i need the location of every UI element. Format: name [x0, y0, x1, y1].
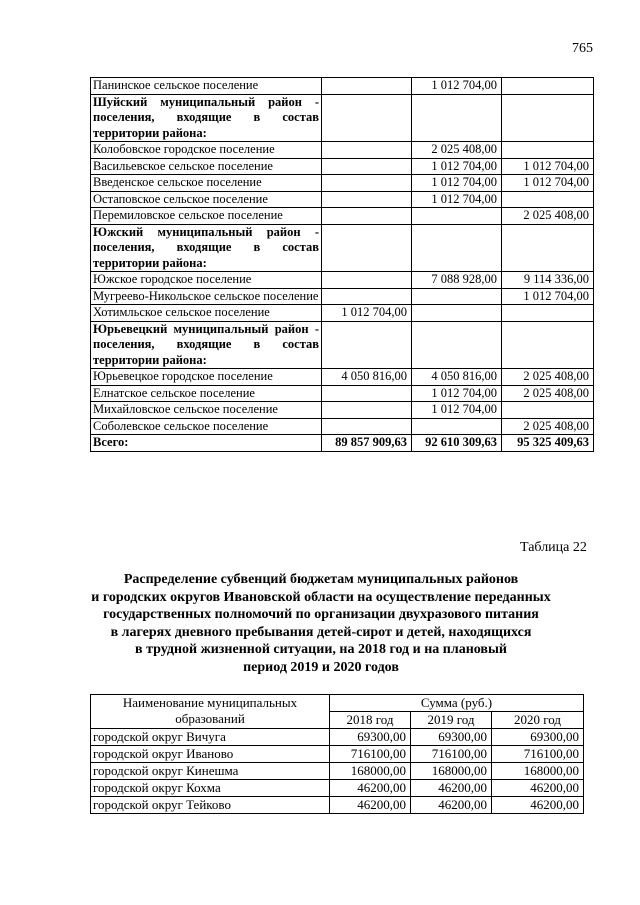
amount-2018	[322, 208, 412, 225]
settlement-name: Перемиловское сельское поселение	[91, 208, 322, 225]
table-row	[91, 272, 594, 289]
amount-2020: 1 012 704,00	[502, 158, 594, 175]
table-row	[91, 746, 584, 763]
amount-2020: 46200,00	[492, 780, 584, 797]
amount-2019	[412, 94, 502, 142]
table-row	[91, 385, 594, 402]
amount-2020	[502, 321, 594, 369]
amount-2020	[502, 191, 594, 208]
amount-2020: 1 012 704,00	[502, 175, 594, 192]
district-group-row	[91, 321, 594, 369]
heading-line: Распределение субвенций бюджетам муниципальных районов	[123, 572, 519, 587]
settlement-name: Панинское сельское поселение	[91, 78, 322, 95]
amount-2020: 2 025 408,00	[502, 418, 594, 435]
column-header-2019: 2019 год	[411, 712, 492, 729]
amount-2019: 4 050 816,00	[412, 369, 502, 386]
table-row	[91, 763, 584, 780]
amount-2019: 46200,00	[411, 780, 492, 797]
amount-2019: 2 025 408,00	[412, 142, 502, 159]
amount-2020: 1 012 704,00	[502, 288, 594, 305]
amount-2018: 69300,00	[330, 729, 411, 746]
municipality-name: городской округ Иваново	[91, 746, 330, 763]
settlement-name: Шуйский муниципальный район - поселения, входящие в состав территории района:	[91, 94, 322, 142]
table-row	[91, 305, 594, 322]
amount-2020	[502, 402, 594, 419]
amount-2020	[502, 224, 594, 272]
amount-2018	[322, 224, 412, 272]
amount-2018	[322, 142, 412, 159]
amount-2018	[322, 175, 412, 192]
settlement-name: Хотимльское сельское поселение	[91, 305, 322, 322]
heading-line: в трудной жизненной ситуации, на 2018 год и на плановый	[135, 642, 507, 657]
amount-2020: 9 114 336,00	[502, 272, 594, 289]
amount-2019: 716100,00	[411, 746, 492, 763]
amount-2019: 7 088 928,00	[412, 272, 502, 289]
total-label: Всего:	[91, 435, 322, 452]
amount-2020: 716100,00	[492, 746, 584, 763]
table-heading	[90, 571, 552, 676]
amount-2019	[412, 321, 502, 369]
amount-2018	[322, 385, 412, 402]
amount-2020	[502, 94, 594, 142]
heading-line: период 2019 и 2020 годов	[243, 659, 399, 675]
table-row	[91, 797, 584, 814]
settlement-name: Елнатское сельское поселение	[91, 385, 322, 402]
settlement-name: Васильевское сельское поселение	[91, 158, 322, 175]
amount-2020	[502, 305, 594, 322]
municipality-name: городской округ Кохма	[91, 780, 330, 797]
amount-2020: 46200,00	[492, 797, 584, 814]
amount-2020: 2 025 408,00	[502, 208, 594, 225]
settlement-name: Южское городское поселение	[91, 272, 322, 289]
settlement-name: Введенское сельское поселение	[91, 175, 322, 192]
table-row	[91, 175, 594, 192]
amount-2018	[322, 158, 412, 175]
amount-2020: 168000,00	[492, 763, 584, 780]
amount-2018	[322, 272, 412, 289]
settlement-name: Южский муниципальный район - поселения, входящие в состав территории района:	[91, 224, 322, 272]
settlement-name: Соболевское сельское поселение	[91, 418, 322, 435]
table-caption: Таблица 22	[520, 540, 587, 555]
table-row	[91, 729, 584, 746]
amount-2018	[322, 191, 412, 208]
page-number: 765	[572, 41, 593, 56]
column-header-2020: 2020 год	[492, 712, 584, 729]
table-row	[91, 780, 584, 797]
heading-line: государственных полномочий по организации двухразового питания	[103, 607, 539, 622]
table-header-row	[91, 695, 584, 712]
amount-2019	[412, 224, 502, 272]
amount-2018: 46200,00	[330, 797, 411, 814]
amount-2018: 1 012 704,00	[322, 305, 412, 322]
amount-2019: 1 012 704,00	[412, 175, 502, 192]
table-row	[91, 208, 594, 225]
table-row	[91, 402, 594, 419]
amount-2020	[502, 142, 594, 159]
amount-2018	[322, 94, 412, 142]
amount-2019: 1 012 704,00	[412, 385, 502, 402]
amount-2020	[502, 78, 594, 95]
amount-2020: 2 025 408,00	[502, 385, 594, 402]
amount-2019	[412, 418, 502, 435]
table-row	[91, 288, 594, 305]
header-name-line: Наименование муниципальных	[122, 695, 298, 710]
table-row	[91, 369, 594, 386]
column-header-sum: Сумма (руб.)	[330, 695, 584, 712]
amount-2019: 1 012 704,00	[412, 402, 502, 419]
total-row	[91, 435, 594, 452]
amount-2018	[322, 418, 412, 435]
amount-2019: 1 012 704,00	[412, 191, 502, 208]
municipality-name: городской округ Вичуга	[91, 729, 330, 746]
settlement-name: Юрьевецкое городское поселение	[91, 369, 322, 386]
amount-2019: 168000,00	[411, 763, 492, 780]
amount-2018	[322, 288, 412, 305]
amount-2019	[412, 305, 502, 322]
amount-2019	[412, 288, 502, 305]
amount-2019: 69300,00	[411, 729, 492, 746]
amount-2018: 46200,00	[330, 780, 411, 797]
amount-2018: 716100,00	[330, 746, 411, 763]
settlement-name: Остаповское сельское поселение	[91, 191, 322, 208]
table-row	[91, 418, 594, 435]
amount-2018: 168000,00	[330, 763, 411, 780]
amount-2018	[322, 321, 412, 369]
amount-2018	[322, 78, 412, 95]
amount-2020: 69300,00	[492, 729, 584, 746]
heading-line: в лагерях дневного пребывания детей-сирот и детей, находящихся	[110, 624, 532, 640]
municipality-name: городской округ Кинешма	[91, 763, 330, 780]
amount-2018	[322, 402, 412, 419]
settlement-name: Михайловское сельское поселение	[91, 402, 322, 419]
subsidy-table-body	[91, 78, 594, 452]
amount-2018: 4 050 816,00	[322, 369, 412, 386]
district-group-row	[91, 224, 594, 272]
header-name-line: образований	[175, 711, 245, 726]
heading-line: и городских округов Ивановской области на осуществление переданных	[91, 589, 551, 605]
settlement-name: Мугреево-Никольское сельское поселение	[91, 288, 322, 305]
meals-table-body	[91, 729, 584, 814]
table-row	[91, 191, 594, 208]
settlement-name: Колобовское городское поселение	[91, 142, 322, 159]
total-2020: 95 325 409,63	[502, 435, 594, 452]
total-2018: 89 857 909,63	[322, 435, 412, 452]
amount-2019	[412, 208, 502, 225]
table-row	[91, 142, 594, 159]
table-row	[91, 158, 594, 175]
amount-2019: 46200,00	[411, 797, 492, 814]
district-group-row	[91, 94, 594, 142]
municipality-name: городской округ Тейково	[91, 797, 330, 814]
amount-2020: 2 025 408,00	[502, 369, 594, 386]
table-row	[91, 78, 594, 95]
subsidy-table-continued	[90, 77, 594, 452]
settlement-name: Юрьевецкий муниципальный район - поселения, входящие в состав территории района:	[91, 321, 322, 369]
total-2019: 92 610 309,63	[412, 435, 502, 452]
amount-2019: 1 012 704,00	[412, 158, 502, 175]
meals-subvention-table	[90, 694, 584, 814]
amount-2019: 1 012 704,00	[412, 78, 502, 95]
column-header-2018: 2018 год	[330, 712, 411, 729]
column-header-name	[91, 695, 330, 729]
